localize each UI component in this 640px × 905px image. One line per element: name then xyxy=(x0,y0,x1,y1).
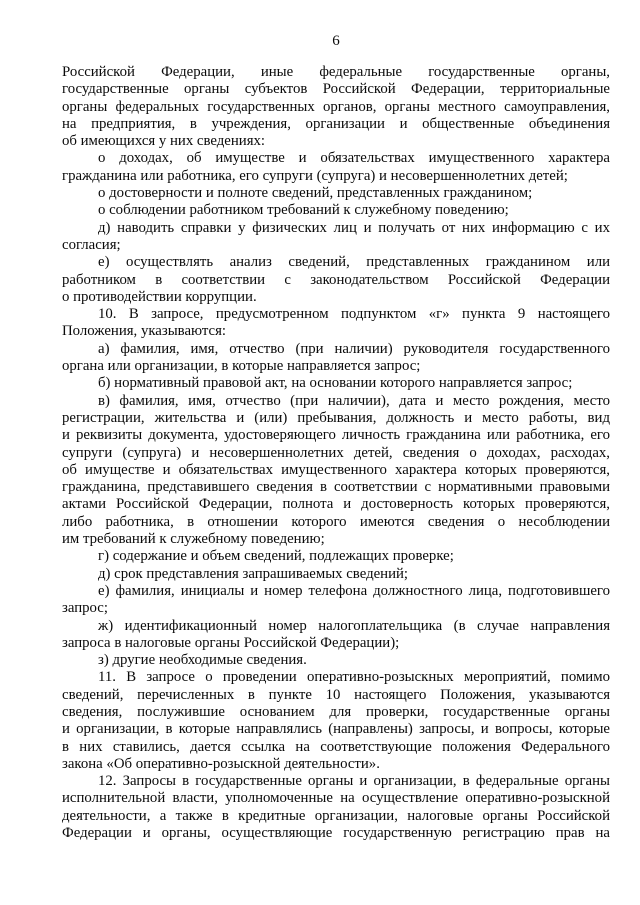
item-d-deadline xyxy=(62,566,610,583)
text-line: органы федеральных государственных органов, органы местного самоуправления, xyxy=(62,98,610,115)
section-10-heading xyxy=(62,306,610,341)
text-line: и организации, в которые направлялись (направлены) запросы, и вопросы, которые xyxy=(62,721,610,738)
text-line: об имуществе и обязательствах имущественного характера которых проверяются, xyxy=(62,461,610,478)
text-line: и реквизиты документа, удостоверяющего личность гражданина или работника, его xyxy=(62,427,610,444)
text-line: о противодействии коррупции. xyxy=(62,288,257,305)
document-body xyxy=(62,64,610,842)
text-line: о достоверности и полноте сведений, представленных гражданином; xyxy=(98,185,533,202)
text-line: либо работника, в отношении которого имеются сведения о несоблюдении xyxy=(62,513,610,530)
item-v-person-details xyxy=(62,393,610,549)
text-line: о соблюдении работником требований к служебному поведению; xyxy=(98,202,509,219)
text-line: сведения, послужившие основанием для проверки, государственные органы xyxy=(62,703,610,720)
text-line: е) фамилия, инициалы и номер телефона должностного лица, подготовившего xyxy=(98,582,610,599)
text-line: д) наводить справки у физических лиц и получать от них информацию с их xyxy=(98,219,610,236)
text-line: 12. Запросы в государственные органы и организации, в федеральные органы xyxy=(98,773,610,790)
text-line: гражданина или работника, его супруги (супруга) и несовершеннолетних детей; xyxy=(62,167,568,184)
text-line: в них ставились, дается ссылка на соответствующие положения Федерального xyxy=(62,738,610,755)
text-line: г) содержание и объем сведений, подлежащих проверке; xyxy=(98,548,454,565)
text-line: органа или организации, в которые направляется запрос; xyxy=(62,358,421,375)
text-line: закона «Об оперативно-розыскной деятельности». xyxy=(62,755,380,772)
item-income-property xyxy=(62,150,610,185)
item-z-other xyxy=(62,652,610,669)
item-a-head-name xyxy=(62,341,610,376)
text-line: в) фамилия, имя, отчество (при наличии), дата и место рождения, место xyxy=(98,392,610,409)
text-line: исполнительной власти, уполномоченные на осуществление оперативно-розыскной xyxy=(62,790,610,807)
text-line: запроса в налоговые органы Российской Федерации); xyxy=(62,634,400,651)
item-reliability xyxy=(62,185,610,202)
text-line: согласия; xyxy=(62,236,121,253)
text-line: государственные органы субъектов Российской Федерации, территориальные xyxy=(62,81,610,98)
item-e-official-contact xyxy=(62,583,610,618)
text-line: е) осуществлять анализ сведений, представленных гражданином или xyxy=(98,254,610,271)
text-line: сведений, перечисленных в пункте 10 настоящего Положения, указываются xyxy=(62,686,610,703)
section-11 xyxy=(62,669,610,773)
text-line: на предприятия, в учреждения, организации и общественные объединения xyxy=(62,115,610,132)
text-line: 11. В запросе о проведении оперативно-розыскных мероприятий, помимо xyxy=(98,669,610,686)
text-line: запрос; xyxy=(62,600,108,617)
item-zh-taxpayer-id xyxy=(62,618,610,653)
text-line: Федерации и органы, осуществляющие государственную регистрацию прав на xyxy=(62,825,610,842)
text-line: гражданина, представившего сведения в соответствии с нормативными правовыми xyxy=(62,479,610,496)
page-number: 6 xyxy=(332,33,340,49)
text-line: им требований к служебному поведению; xyxy=(62,531,325,548)
item-conduct-compliance xyxy=(62,202,610,219)
text-line: об имеющихся у них сведениях: xyxy=(62,133,266,150)
text-line: 10. В запросе, предусмотренном подпунктом «г» пункта 9 настоящего xyxy=(98,306,610,323)
text-line: Российской Федерации, иные федеральные государственные органы, xyxy=(62,64,610,80)
text-line: ж) идентификационный номер налогоплательщика (в случае направления xyxy=(98,617,610,634)
item-e-analysis xyxy=(62,254,610,306)
text-line: регистрации, жительства и (или) пребывания, должность и место работы, вид xyxy=(62,409,610,426)
text-line: актами Российской Федерации, полнота и достоверность которых проверяются, xyxy=(62,496,610,513)
paragraph-continuation xyxy=(62,64,610,150)
text-line: Положения, указываются: xyxy=(62,323,227,340)
text-line: супруги (супруга) и несовершеннолетних детей, сведения о доходах, расходах, xyxy=(62,444,610,461)
item-b-legal-act xyxy=(62,375,610,392)
item-d-inquiries xyxy=(62,220,610,255)
text-line: деятельности, а также в кредитные организации, налоговые органы Российской xyxy=(62,807,610,824)
section-12 xyxy=(62,773,610,842)
text-line: а) фамилия, имя, отчество (при наличии) руководителя государственного xyxy=(98,340,610,357)
text-line: б) нормативный правовой акт, на основании которого направляется запрос; xyxy=(98,375,573,392)
text-line: работником в соответствии с законодательством Российской Федерации xyxy=(62,271,610,288)
text-line: о доходах, об имуществе и обязательствах имущественного характера xyxy=(98,150,610,167)
text-line: д) срок представления запрашиваемых сведений; xyxy=(98,565,409,582)
item-g-scope xyxy=(62,548,610,565)
text-line: з) другие необходимые сведения. xyxy=(98,652,307,669)
